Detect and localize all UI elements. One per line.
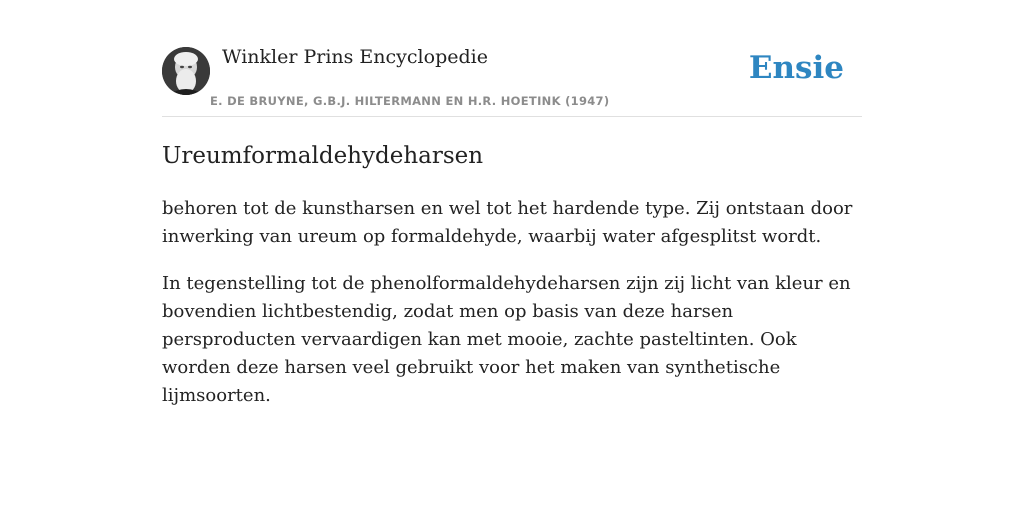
page-container <box>162 0 862 410</box>
article-title: Ureumformaldehydeharsen <box>162 143 484 169</box>
article-paragraph-2: In tegenstelling tot de phenolformaldehydeharsen zijn zij licht van kleur en bovendien lichtbestendig, zodat men op basis van deze harsen persproducten vervaardigen kan met mooie, zachte pasteltinten. Ook worden deze harsen veel gebruikt voor het maken van synthetische lijmsoorten. <box>162 273 851 406</box>
ensie-logo[interactable]: Ensie <box>748 50 844 86</box>
source-title[interactable]: Winkler Prins Encyclopedie <box>222 46 488 68</box>
portrait-photo-icon <box>162 47 210 95</box>
source-authors: E. DE BRUYNE, G.B.J. HILTERMANN EN H.R. HOETINK (1947) <box>210 94 610 108</box>
source-header <box>162 0 862 117</box>
article-paragraph-1: behoren tot de kunstharsen en wel tot het hardende type. Zij ontstaan door inwerking van ureum op formaldehyde, waarbij water afgesplitst wordt. <box>162 198 853 247</box>
author-avatar[interactable] <box>162 47 210 95</box>
